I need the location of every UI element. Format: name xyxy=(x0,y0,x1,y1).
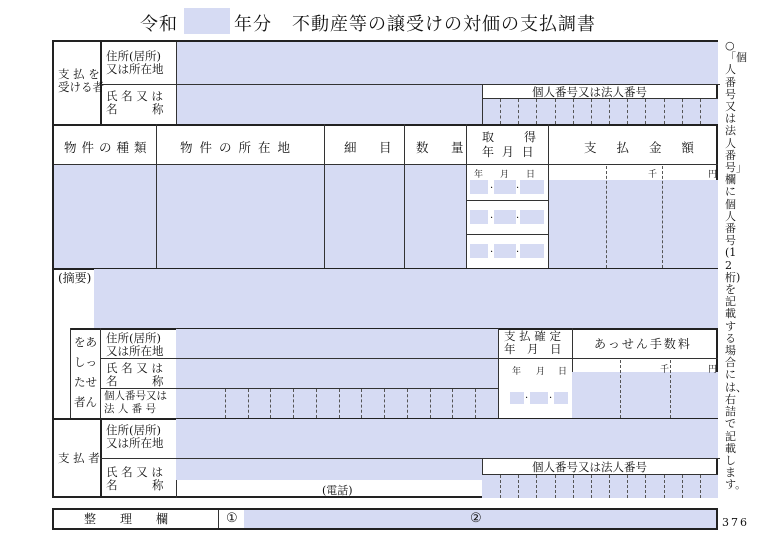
summary-label: (摘要) xyxy=(58,271,92,285)
col-quantity: 数 量 xyxy=(416,140,469,155)
payer-id-header: 個人番号又は法人番号 xyxy=(532,460,647,474)
reference-num-2: ② xyxy=(470,511,482,526)
payee-id-header: 個人番号又は法人番号 xyxy=(532,85,647,99)
id-digit-divider xyxy=(536,475,537,498)
broker-address-label: 住所(居所) 又は所在地 xyxy=(106,331,164,358)
id-digit-divider xyxy=(664,99,665,124)
reference-num-1: ① xyxy=(226,511,238,526)
broker-name-field[interactable] xyxy=(176,359,498,388)
id-digit-divider xyxy=(609,99,610,124)
id-digit-divider xyxy=(293,389,294,418)
side-note: ○「個人番号又は法人番号」欄に個人番号(12桁)を記載する場合には、右詰で記載します。 xyxy=(725,39,747,492)
payer-address-field[interactable] xyxy=(176,419,718,458)
id-digit-divider xyxy=(316,389,317,418)
col-location: 物件の所在地 xyxy=(180,140,298,155)
id-digit-divider xyxy=(682,475,683,498)
id-digit-divider xyxy=(591,475,592,498)
broker-fee-label: あっせん手数料 xyxy=(594,337,692,351)
id-digit-divider xyxy=(700,475,701,498)
id-digit-divider xyxy=(573,99,574,124)
era-label: 令和 xyxy=(140,14,178,35)
id-digit-divider xyxy=(339,389,340,418)
col-property-type: 物件の種類 xyxy=(64,140,152,155)
id-digit-divider xyxy=(430,389,431,418)
id-digit-divider xyxy=(645,99,646,124)
id-digit-divider xyxy=(682,99,683,124)
payer-name-label: 氏 名 又 は 名 称 xyxy=(106,465,164,492)
broker-confirm-date-label: 支 払 確 定 年 月 日 xyxy=(504,329,562,356)
broker-id-label: 個人番号又は 法 人 番 号 xyxy=(104,390,167,415)
broker-label: をあ しっ たせ 者ん xyxy=(74,335,97,409)
id-digit-divider xyxy=(536,99,537,124)
broker-name-label: 氏 名 又 は 名 称 xyxy=(106,361,164,388)
id-digit-divider xyxy=(500,99,501,124)
payer-label: 支 払 者 xyxy=(58,451,100,465)
reference-label: 整 理 欄 xyxy=(84,512,175,526)
id-digit-divider xyxy=(627,475,628,498)
id-digit-divider xyxy=(500,475,501,498)
payee-name-label: 氏 名 又 は 名 称 xyxy=(106,89,164,116)
reference-row xyxy=(52,508,718,530)
id-digit-divider xyxy=(452,389,453,418)
form-code: 376 xyxy=(722,516,749,529)
year-unit-label: 年分 xyxy=(234,14,272,35)
id-digit-divider xyxy=(518,99,519,124)
id-digit-divider xyxy=(475,389,476,418)
broker-address-field[interactable] xyxy=(176,329,498,358)
id-digit-divider xyxy=(609,475,610,498)
amount-fill[interactable] xyxy=(548,180,718,268)
id-digit-divider xyxy=(248,389,249,418)
payer-name-field[interactable] xyxy=(176,459,482,480)
id-digit-divider xyxy=(384,389,385,418)
payer-address-label: 住所(居所) 又は所在地 xyxy=(106,423,164,450)
payment-form: 支 払 を 受ける者 住所(居所) 又は所在地 氏 名 又 は 名 称 個人番号又は法人番号 物件の種類 物件の所在地 細 目 数 量 取 得 年 月 日 支 払 金 額 年 月 日 千 円 · · · · · · (摘要) をあ しっ たせ 者ん 住所(居所) 又は所在地 氏 名 又 は 名 称 個人番号又は 法 人 番 号 支 払 確 定 年 月 日 あっせん手数料 年 月 日 千 円 · · 支 払 者 住所(居所) 又は所在地 氏 名 又 は 名 称 (電話) 個人番号又は法人番号 xyxy=(52,40,718,498)
id-digit-divider xyxy=(518,475,519,498)
id-digit-divider xyxy=(407,389,408,418)
id-digit-divider xyxy=(225,389,226,418)
id-digit-divider xyxy=(555,475,556,498)
id-digit-divider xyxy=(573,475,574,498)
summary-field[interactable] xyxy=(94,269,718,328)
broker-fee-field[interactable] xyxy=(572,372,718,418)
payer-phone-label: (電話) xyxy=(322,484,353,497)
year-input[interactable] xyxy=(184,8,230,34)
id-digit-divider xyxy=(645,475,646,498)
col-acquisition-date: 取 得 年 月 日 xyxy=(482,130,539,159)
id-digit-divider xyxy=(270,389,271,418)
id-digit-divider xyxy=(555,99,556,124)
payee-label: 支 払 を 受ける者 xyxy=(58,67,104,94)
payee-name-field[interactable] xyxy=(176,84,482,124)
col-amount: 支 払 金 額 xyxy=(584,140,702,155)
id-digit-divider xyxy=(700,99,701,124)
payee-address-field[interactable] xyxy=(176,42,718,84)
id-digit-divider xyxy=(361,389,362,418)
id-digit-divider xyxy=(627,99,628,124)
form-title: 不動産等の譲受けの対価の支払調書 xyxy=(292,14,596,35)
id-digit-divider xyxy=(591,99,592,124)
col-detail: 細 目 xyxy=(344,140,397,155)
id-digit-divider xyxy=(664,475,665,498)
payee-address-label: 住所(居所) 又は所在地 xyxy=(106,49,164,76)
